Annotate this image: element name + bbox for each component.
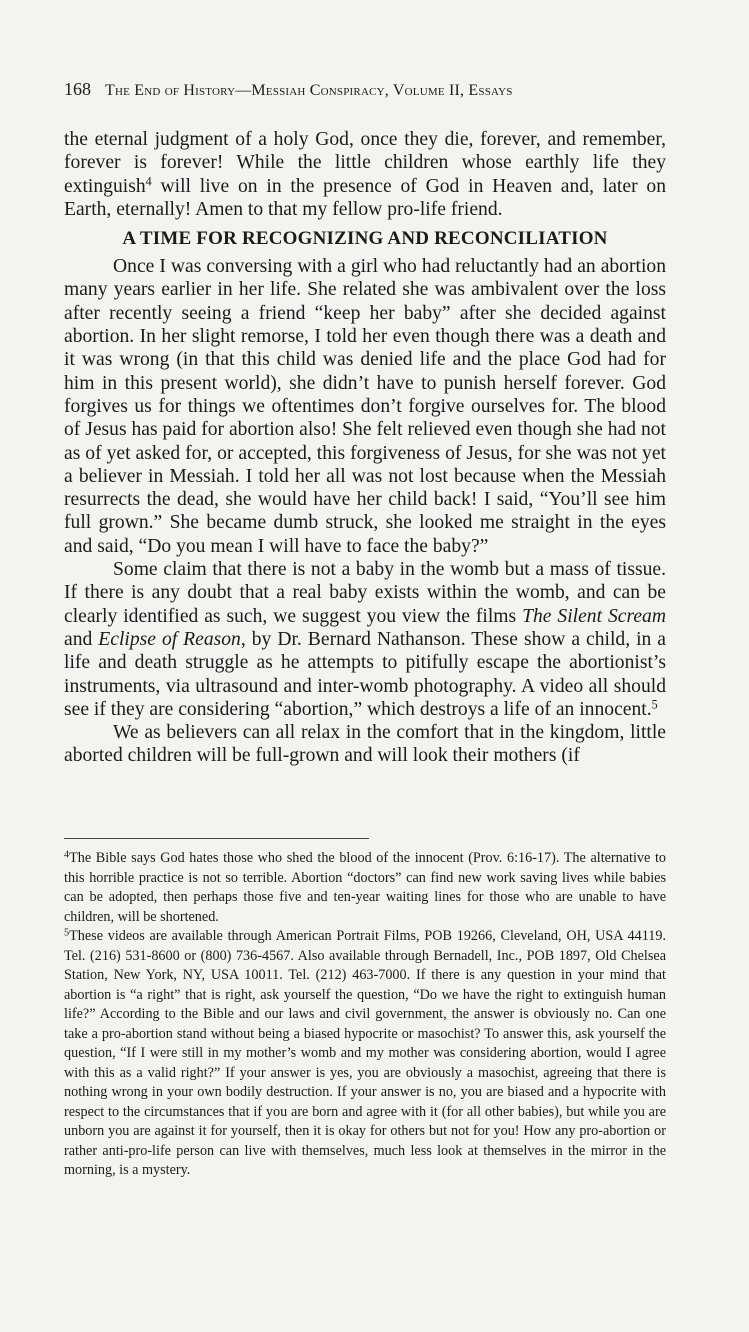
running-header xyxy=(64,78,666,102)
section-heading: A TIME FOR RECOGNIZING AND RECONCILIATION xyxy=(122,228,608,250)
paragraph-1: the eternal judgment of a holy God, once they die, forever, and remember, forever is forever! While the little children whose earthly life they extinguish$^4$ will live on in the presence of God in Heaven and, later on Earth, eternally! Amen to that my fellow pro-life friend. xyxy=(64,129,666,220)
paragraph-3: Some claim that there is not a baby in the womb but a mass of tissue. If there is any doubt that a real baby exists within the womb, and can be clearly identified as such, we suggest you view the films The Silent Scream and Eclipse of Reason, by Dr. Bernard Nathanson. These show a child, in a life and death struggle as he attempts to pitifully escape the abortionist’s instruments, via ultrasound and inter-womb photography. A video all should see if they are considering “abortion,” which destroys a life of an innocent.$^5$ xyxy=(64,559,667,720)
running-title: The End of History—Messiah Conspiracy, Volume II, Essays xyxy=(105,82,513,99)
footnote-divider xyxy=(64,838,369,839)
footnote-ref-5[interactable]: 5 xyxy=(651,697,658,712)
footnote-marker: 4 xyxy=(64,849,70,861)
footnote-text: The Bible says God hates those who shed the blood of the innocent (Prov. 6:16-17). The alternative to this horrible practice is not so terrible. Abortion “doctors” can find new work saving lives while babies can be adopted, then perhaps those five and ten-year waiting lines for those who are unable to have children, will be shortened. xyxy=(64,850,666,925)
footnote-ref-4[interactable]: 4 xyxy=(145,173,152,188)
footnote-4 xyxy=(64,849,666,927)
page-number: 168 xyxy=(64,79,91,99)
film-title-eclipse-of-reason: Eclipse of Reason xyxy=(98,628,241,650)
main-text xyxy=(64,128,666,768)
footnote-marker: 5 xyxy=(64,927,70,939)
footnote-5 xyxy=(64,927,666,1181)
film-title-silent-scream: The Silent Scream xyxy=(522,605,666,627)
footnote-text: These videos are available through American Portrait Films, POB 19266, Cleveland, OH, USA 44119. Tel. (216) 531-8600 or (800) 736-4567. Also available through Bernadell, Inc., POB 1897, Old Chelsea Station, New York, NY, USA 10011. Tel. (212) 463-7000. If there is any question in your mind that abortion is “a right” that is right, ask yourself the question, “Do we have the right to extinguish human life?” According to the Bible and our laws and civil government, the answer is obviously no. Can one take a pro-abortion stand without being a biased hypocrite or masochist? To answer this, ask yourself the question, “If I were still in my mother’s womb and my mother was considering abortion, would I agree with this as a valid right?” If your answer is yes, you are obviously a masochist, agreeing that there is nothing wrong in your own bodily destruction. If your answer is no, you are biased and a hypocrite with respect to the circumstances that if you are born and agree with it (for all other babies), but while you are unborn you are against it for yourself, then it is okay for others but not for you! How any pro-abortion or rather anti-pro-life person can live with themselves, much less look at themselves in the mirror in the morning, is a mystery. xyxy=(64,928,666,1178)
paragraph-4: We as believers can all relax in the comfort that in the kingdom, little aborted children will be full-grown and will look their mothers (if xyxy=(64,722,666,767)
paragraph-2: Once I was conversing with a girl who had reluctantly had an abortion many years earlier in her life. She related she was ambivalent over the loss after recently seeing a friend “keep her baby” after she decided against abortion. In her slight remorse, I told her even though there was a death and it was wrong (in that this child was denied life and the place God had for him in this present world), she didn’t have to punish herself forever. God forgives us for things we oftentimes don’t forgive ourselves for. The blood of Jesus has paid for abortion also! She felt relieved even though she had not as of yet asked for, or accepted, this forgiveness of Jesus, for she was not yet a believer in Messiah. I told her all was not lost because when the Messiah resurrects the dead, she would have her child back! I said, “You’ll see him full grown.” She became dumb struck, she looked me straight in the eyes and said, “Do you mean I will have to face the baby?” xyxy=(64,256,666,557)
footnotes xyxy=(64,849,666,1181)
